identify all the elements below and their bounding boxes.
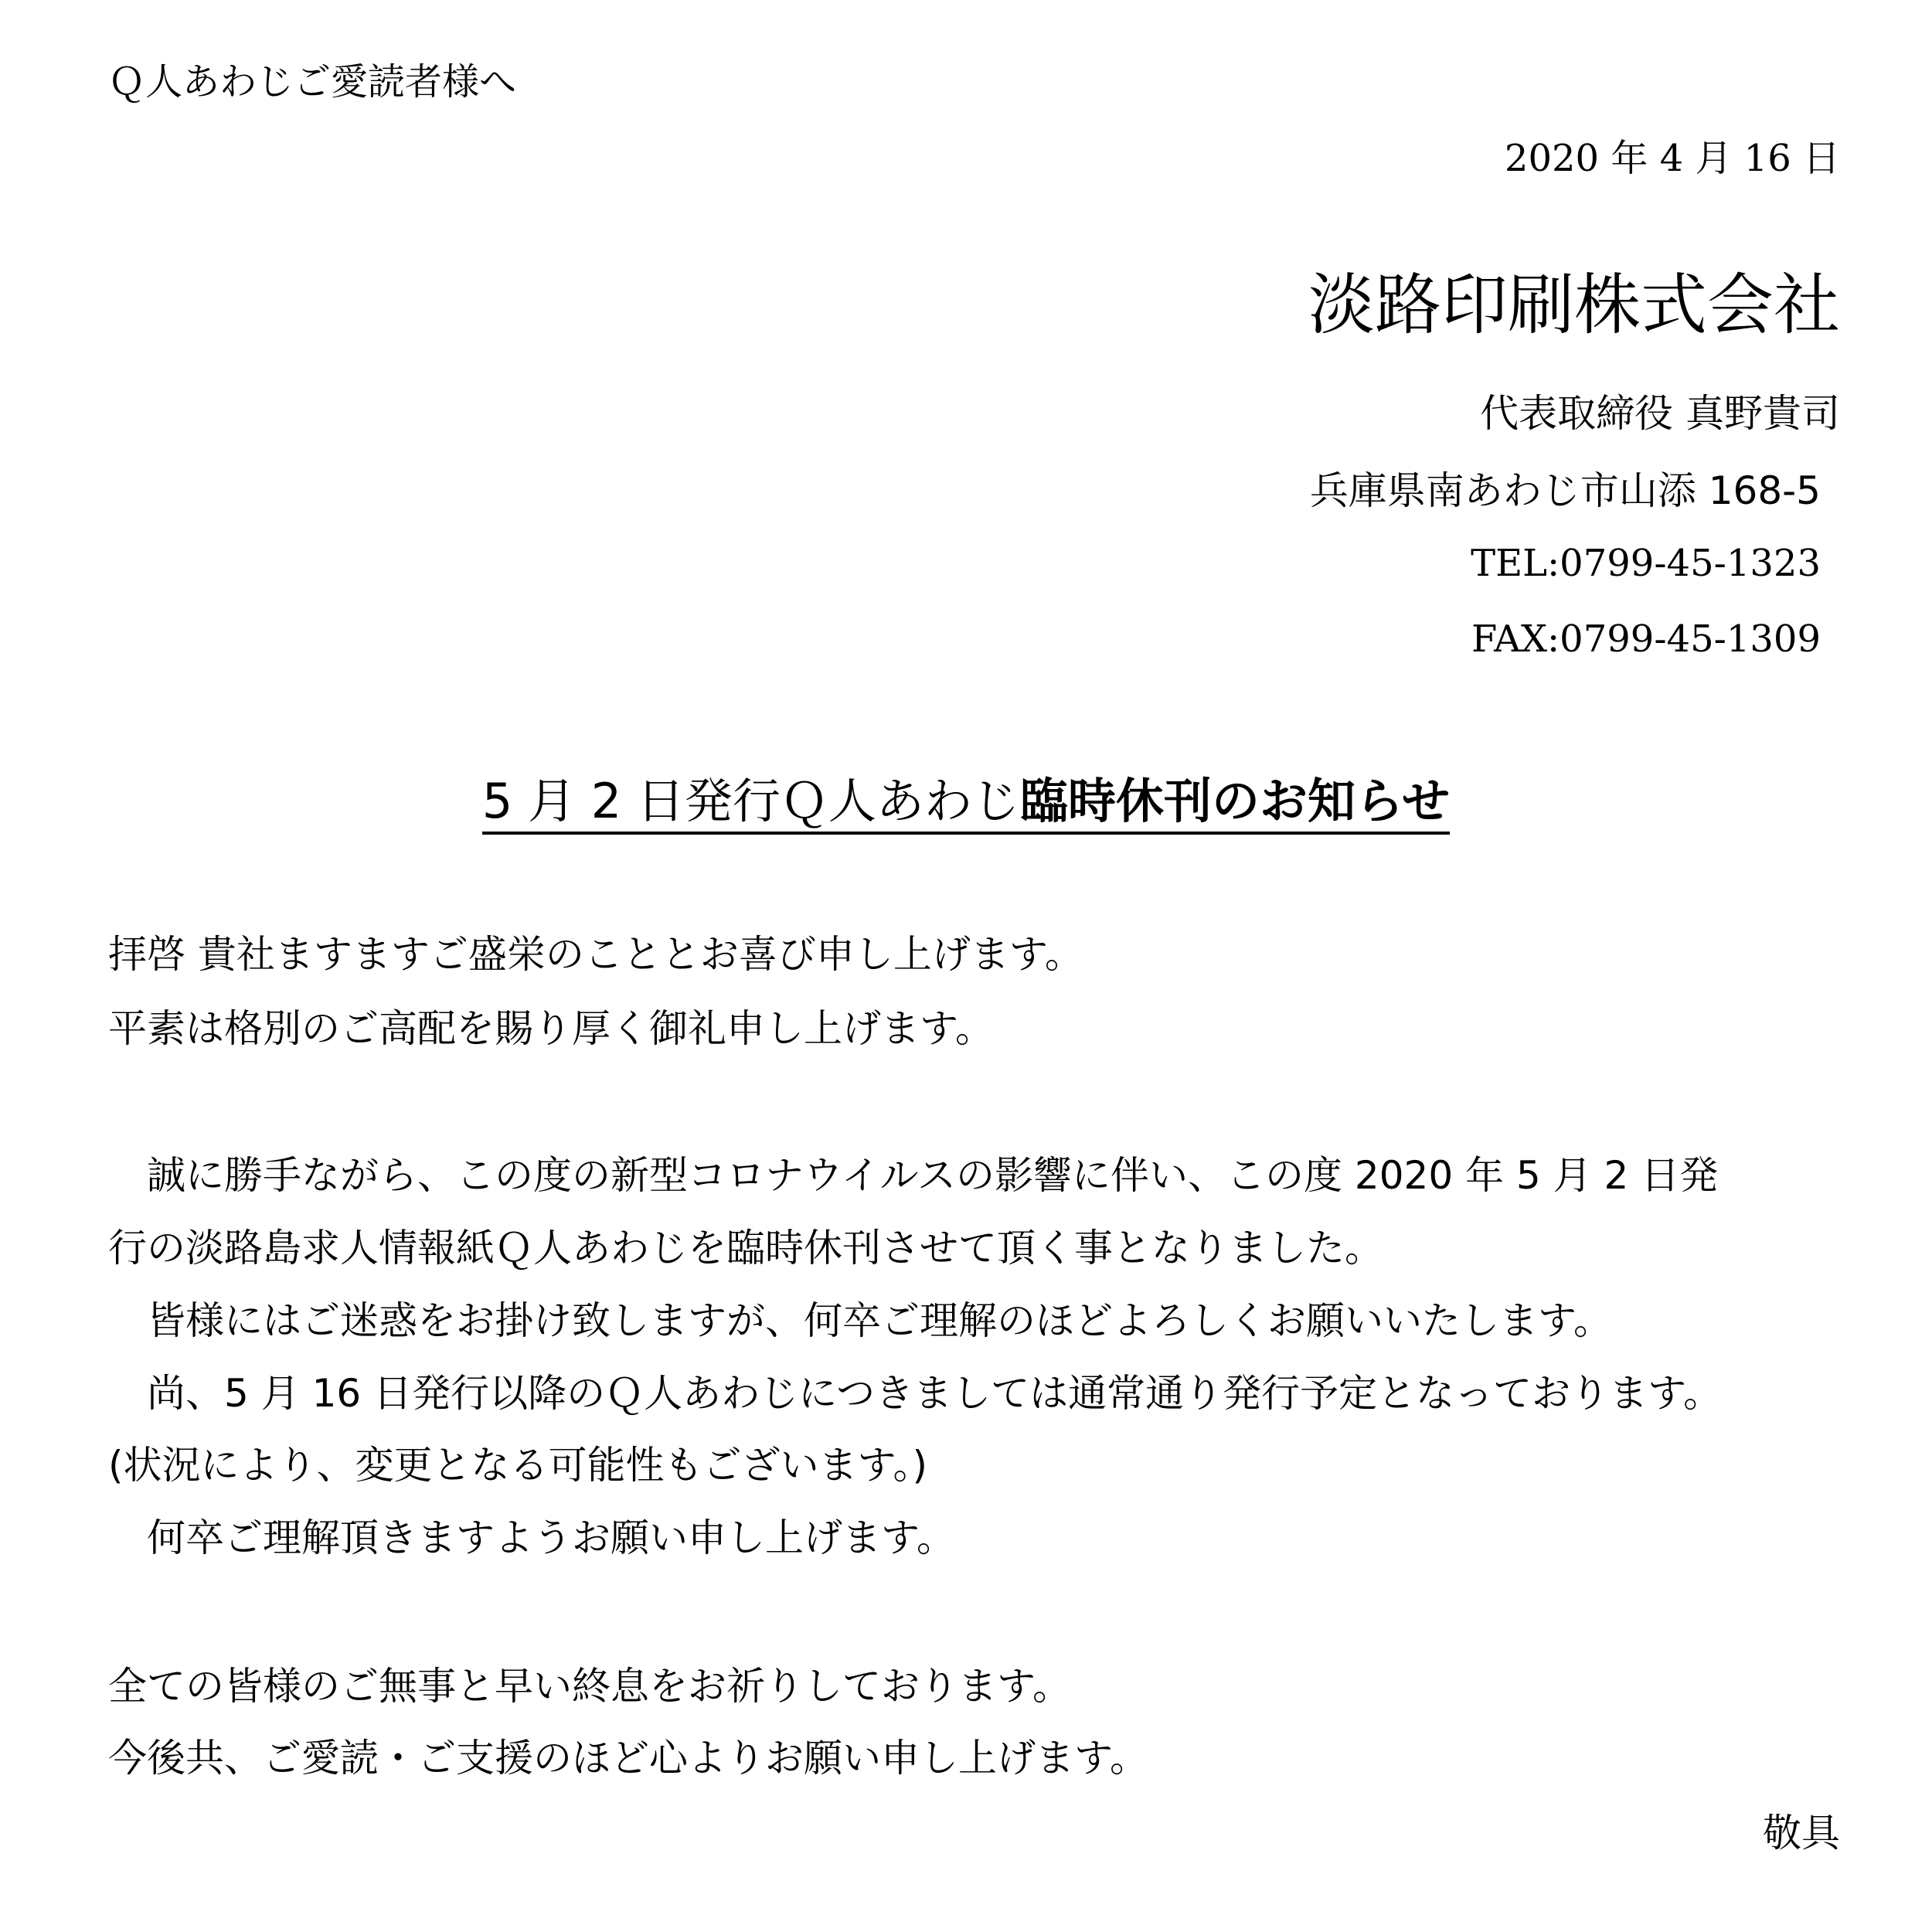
addressee: Ｑ人あわじご愛読者様へ bbox=[108, 60, 517, 104]
company-address: 兵庫県南あわじ市山添 168-5 bbox=[1309, 468, 1821, 513]
body-line: 尚、5 月 16 日発行以降のＱ人あわじにつきましては通常通り発行予定となっております。 bbox=[108, 1371, 1723, 1416]
body-line: 拝啓 貴社ますますご盛栄のこととお喜び申し上げます。 bbox=[108, 932, 1083, 977]
notice-title-underlined bbox=[481, 773, 1451, 835]
body-line: 平素は格別のご高配を賜り厚く御礼申し上げます。 bbox=[108, 1006, 994, 1051]
body-line: 全ての皆様のご無事と早い終息をお祈りしております。 bbox=[108, 1664, 1071, 1709]
company-fax: FAX:0799-45-1309 bbox=[1471, 617, 1821, 661]
letter-date: 2020 年 4 月 16 日 bbox=[1504, 137, 1840, 180]
body-line: 何卒ご理解頂きますようお願い申し上げます。 bbox=[108, 1515, 955, 1560]
notice-title bbox=[0, 773, 1932, 835]
body-line: 行の淡路島求人情報紙Ｑ人あわじを臨時休刊させて頂く事となりました。 bbox=[108, 1226, 1383, 1270]
notice-title-emphasis: 臨時休刊のお知らせ bbox=[1019, 773, 1451, 829]
body-line: (状況により、変更となる可能性もございます。) bbox=[108, 1443, 928, 1488]
representative: 代表取締役 真野貴司 bbox=[1480, 391, 1840, 436]
body-line: 誠に勝手ながら、この度の新型コロナウイルスの影響に伴い、この度 2020 年 5 月 2 日発 bbox=[108, 1153, 1719, 1198]
notice-title-prefix: 5 月 2 日発行Ｑ人あわじ bbox=[481, 773, 1020, 829]
body-line: 今後共、ご愛読・ご支援のほど心よりお願い申し上げます。 bbox=[108, 1736, 1148, 1781]
closing-remark: 敬具 bbox=[1763, 1811, 1840, 1855]
company-tel: TEL:0799-45-1323 bbox=[1471, 542, 1821, 585]
company-name: 淡路印刷株式会社 bbox=[1308, 267, 1840, 344]
body-line: 皆様にはご迷惑をお掛け致しますが、何卒ご理解のほどよろしくお願いいたします。 bbox=[108, 1298, 1612, 1343]
